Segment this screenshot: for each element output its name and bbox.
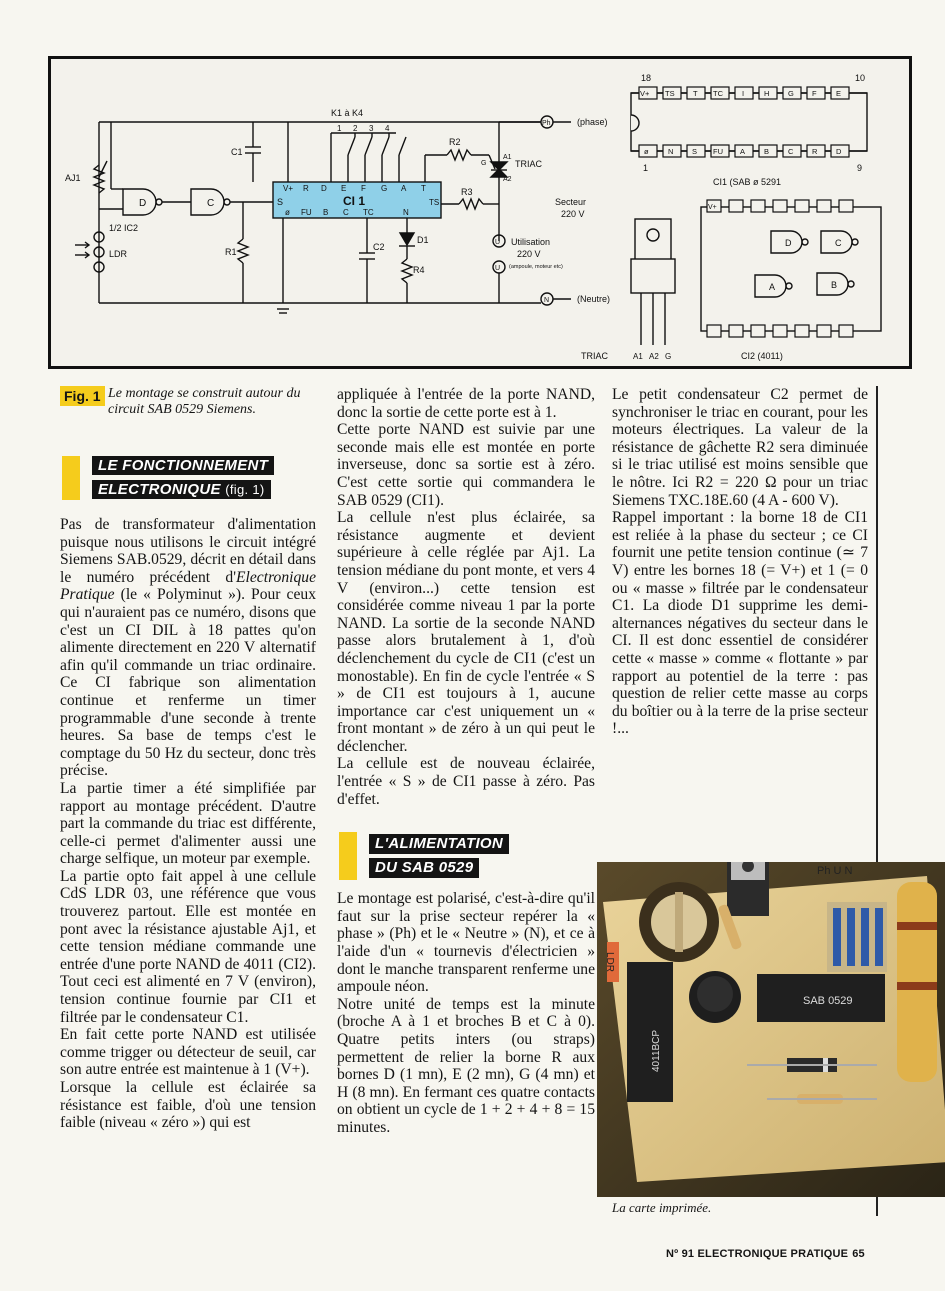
heading-line-1: L'ALIMENTATION	[369, 834, 509, 854]
k2-label: 2	[353, 124, 358, 133]
triac-caption: TRIAC	[581, 351, 608, 361]
col2-para-3: La cellule n'est plus éclairée, sa résistance augmente et devient supérieure à celle réglée par Aj1. La tension médiane du pont monte, et vers 4 V (environ...) cette tension est considérée comme niveau 1 par la porte NAND. La sortie de la seconde NAND passe alors brutalement à 1, d'où déclenchement du cycle de CI1 (c'est un monostable). En fin de cycle l'entrée « S » de CI1 est toujours à 1, aucune importance car c'est uniquement un « front montant » de zéro à un qui peut le déclencher.	[337, 509, 595, 755]
ic2-caption: CI2 (4011)	[741, 351, 783, 361]
utilisation-note: (ampoule, moteur etc)	[509, 264, 563, 270]
ic1-bottom-pin: R	[812, 147, 818, 156]
ic1-top-pin: TS	[665, 89, 675, 98]
utilisation-label: Utilisation	[511, 237, 551, 247]
ci1-pin-r: R	[303, 184, 309, 193]
ci1-label: CI 1	[343, 194, 366, 208]
n-terminal-label: N	[544, 297, 550, 304]
ci1-pin-d: D	[321, 184, 327, 193]
ci1-pin-b: B	[323, 208, 329, 217]
c1-label: C1	[231, 147, 243, 157]
col2-para-2: Cette porte NAND est suivie par une seconde mais elle est montée en porte inverseuse, donc sa sortie est à zéro. C'est cette sortie qui commandera le SAB 0529 (CI1).	[337, 421, 595, 509]
col2-para-1: appliquée à l'entrée de la porte NAND, donc la sortie de cette porte est à 1.	[337, 386, 595, 421]
triac-pin-g: G	[665, 352, 672, 361]
heading-line-2-text: ELECTRONIQUE	[98, 481, 221, 498]
ic1-bottom-pin: A	[740, 147, 746, 156]
heading-fig-ref: (fig. 1)	[225, 482, 265, 497]
triac-label: TRIAC	[515, 159, 542, 169]
secteur-voltage-label: 220 V	[561, 209, 585, 219]
ic2-vplus-label: V+	[708, 204, 717, 211]
caption-text: Le montage se construit autour du circuit SAB 0529 Siemens.	[108, 386, 301, 417]
secteur-label: Secteur	[555, 197, 587, 207]
k4-label: 4	[385, 124, 390, 133]
triac-a2-label: A2	[503, 176, 512, 183]
u2-terminal-label: U	[495, 265, 501, 272]
ldr-silkscreen: LDR	[604, 952, 615, 973]
ic1-bottom-pin: ø	[644, 147, 649, 156]
ic1-pin9-label: 9	[857, 163, 863, 173]
ic2-gate-a: A	[769, 282, 776, 292]
ic1-bottom-pin: FU	[713, 147, 723, 156]
ci1-pin-s: S	[277, 197, 284, 207]
aj1-label: AJ1	[65, 173, 81, 183]
figure-caption	[60, 386, 330, 417]
col1-para-2: La partie timer a été simplifiée par rapport au montage précédent. D'autre part la commande du triac est différente, celle-ci permet d'alimenter aussi une charge selfique, un moteur par exemple.	[60, 779, 316, 868]
ic1-top-pin: F	[812, 89, 817, 98]
r1-label: R1	[225, 247, 237, 257]
page-number: 65	[852, 1248, 865, 1260]
ci1-pin-n: N	[403, 208, 409, 217]
col2-para-6: Notre unité de temps est la minute (broche A à 1 et broches B et C à 0). Quatre petits inters (ou straps) permettent de relier la borne R aux bornes D (1 mn), E (2 mn), G (4 mn) et H (8 mn). En fermant ces quatre contacts on obtient un cycle de 1 + 2 + 4 + 8 = 15 minutes.	[337, 995, 595, 1136]
ci1-pin-fu: FU	[301, 208, 312, 217]
ic1-top-pin: G	[788, 89, 794, 98]
ic1-bottom-pin: D	[836, 147, 842, 156]
ic1-top-pin: T	[693, 89, 698, 98]
ic1-pin18-label: 18	[641, 73, 652, 83]
heading-line-2: DU SAB 0529	[369, 858, 479, 878]
ci1-pin-g: G	[381, 184, 388, 193]
ic1-pin10-label: 10	[855, 73, 866, 83]
d1-label: D1	[417, 235, 429, 245]
ci1-pin-vplus: V+	[283, 184, 294, 193]
col1-para-1	[60, 516, 316, 780]
footer-label: Nº 91 ELECTRONIQUE PRATIQUE	[666, 1248, 849, 1260]
ci1-pin-e: E	[341, 184, 347, 193]
chip-4011-label: 4011BCP	[651, 1029, 662, 1072]
r3-label: R3	[461, 187, 473, 197]
col1-para-5: Lorsque la cellule est éclairée sa résistance est faible, d'où une tension faible (niveau « zéro ») qui est	[60, 1079, 316, 1132]
col1-para-4: En fait cette porte NAND est utilisée comme trigger ou détecteur de seuil, car son autre entrée est maintenue à 1 (V+).	[60, 1026, 316, 1079]
ic2-gate-c: C	[835, 238, 842, 248]
gate-d-label: D	[139, 198, 147, 209]
ic2-gate-d: D	[785, 238, 792, 248]
figure-1-schematic	[48, 56, 912, 369]
ldr-label: LDR	[109, 249, 128, 259]
triac-pin-a1: A1	[633, 352, 643, 361]
ic1-top-pin: I	[742, 89, 745, 98]
photo-caption: La carte imprimée.	[612, 1200, 712, 1215]
ci1-pin-f: F	[361, 184, 366, 193]
utilisation-voltage-label: 220 V	[517, 249, 541, 259]
pcb-photo	[597, 862, 945, 1197]
pcb-photo-illustration	[597, 862, 945, 1197]
k-range-label: K1 à K4	[331, 108, 364, 118]
ph-terminal-label: Ph	[542, 120, 551, 127]
ci1-pin-c: C	[343, 208, 349, 217]
col3-para-1: Le petit condensateur C2 permet de synchroniser le triac en courant, pour les moteurs électriques. La valeur de la résistance de gâchette R2 sera diminuée si le triac utilisé est moins sensible que le nôtre. Ici R2 = 220 Ω pour un triac Siemens TXC.18E.60 (4 A - 600 V).	[612, 386, 868, 509]
u-terminal-label: U	[495, 239, 501, 246]
ic1-bottom-pin: N	[668, 147, 674, 156]
col1-p1-end: (le « Polyminut »). Pour ceux qui n'auraient pas ce numéro, disons que c'est un CI DIL à 18 pattes qu'on alimente directement en 220 V alternatif afin qu'il commande un triac ordinaire. Ce CI fabrique son alimentation continue et renferme un timer programmable d'une seconde à trente heures. Sa base de temps c'est le comptage du 50 Hz du secteur, donc très précise.	[60, 586, 316, 780]
phase-label: (phase)	[577, 117, 608, 127]
col2-para-4: La cellule est de nouveau éclairée, l'entrée « S » de CI1 passe à zéro. Pas d'effet.	[337, 755, 595, 808]
k3-label: 3	[369, 124, 374, 133]
r2-label: R2	[449, 137, 461, 147]
heading-line-1: LE FONCTIONNEMENT	[92, 456, 274, 475]
ic1-top-pin: TC	[713, 89, 723, 98]
ci1-pin-ts: TS	[429, 198, 440, 207]
column-2	[337, 386, 595, 1137]
heading-accent-bar	[62, 456, 80, 500]
section-heading-alimentation	[337, 808, 595, 890]
chip-sab-label: SAB 0529	[803, 995, 853, 1007]
ic2-gate-b: B	[831, 280, 838, 290]
heading-accent-bar	[339, 832, 357, 880]
col1-para-3: La partie opto fait appel à une cellule CdS LDR 03, une référence que vous trouverez partout. Elle est montée en pont avec la résistance ajustable Aj1, et cette tension médiane commande une entrée d'une porte NAND de 4011 (CI2). Tout ceci est alimenté en 7 V (environ), tension continue fournie par CI1 et filtrée par le condensateur C1.	[60, 867, 316, 1026]
ci1-pin-tc: TC	[363, 208, 374, 217]
ic1-top-pin: H	[764, 89, 770, 98]
col3-para-2: Rappel important : la borne 18 de CI1 est reliée à la phase du secteur ; ce CI fournit une petite tension continue (≃ 7 V) entre les bornes 18 (= V+) et 1 (= 0 ou « masse » filtrée par le condensateur C1. La diode D1 supprime les demi-alternances négatives du secteur dans le CI. Il est donc essentiel de considérer cette « masse » comme « flottante » par rapport au potentiel de la terre : pas question de relier cette masse au corps du boîtier ou à la terre de la prise secteur !...	[612, 509, 868, 738]
c2-label: C2	[373, 242, 385, 252]
ic1-top-pin: E	[836, 89, 842, 98]
neutre-label: (Neutre)	[577, 294, 611, 304]
column-3	[612, 386, 868, 738]
fig-badge: Fig. 1	[60, 386, 105, 406]
ic1-bottom-pin: S	[692, 147, 698, 156]
triac-g-label: G	[481, 160, 487, 167]
column-1	[60, 516, 316, 1132]
mains-marks: Ph U N	[817, 865, 853, 877]
ci1-pin-t: T	[421, 184, 426, 193]
r4-label: R4	[413, 265, 425, 275]
ci1-pin-gnd: ø	[285, 208, 290, 217]
gate-c-label: C	[207, 198, 215, 209]
triac-a1-label: A1	[503, 154, 512, 161]
ic1-bottom-pin: B	[764, 147, 770, 156]
col1-p1-text: Pas de transformateur d'alimentation puisque nous utilisons le circuit intégré Siemens SAB.0529, décrit en détail dans le numéro précédent d'	[60, 516, 316, 586]
heading-line-2	[92, 480, 271, 499]
ic1-top-pin: V+	[640, 89, 650, 98]
triac-pin-a2: A2	[649, 352, 659, 361]
schematic-svg	[51, 59, 912, 369]
ic1-pin1-label: 1	[643, 163, 649, 173]
ci1-pin-a: A	[401, 184, 407, 193]
col1-p1-italic: Electronique Pratique	[60, 568, 316, 604]
ic1-caption: CI1 (SAB ø 5291	[713, 177, 782, 187]
page-footer	[666, 1248, 865, 1260]
ic1-bottom-pin: C	[788, 147, 794, 156]
k1-label: 1	[337, 124, 342, 133]
ic2-half-label: 1/2 IC2	[109, 223, 139, 233]
col2-para-5: Le montage est polarisé, c'est-à-dire qu'il faut sur la prise secteur repérer la « phase » (Ph) et le « Neutre » (N), et ce à l'aide d'un « tournevis d'électricien » dont le manche transparent renferme une ampoule néon.	[337, 890, 595, 996]
